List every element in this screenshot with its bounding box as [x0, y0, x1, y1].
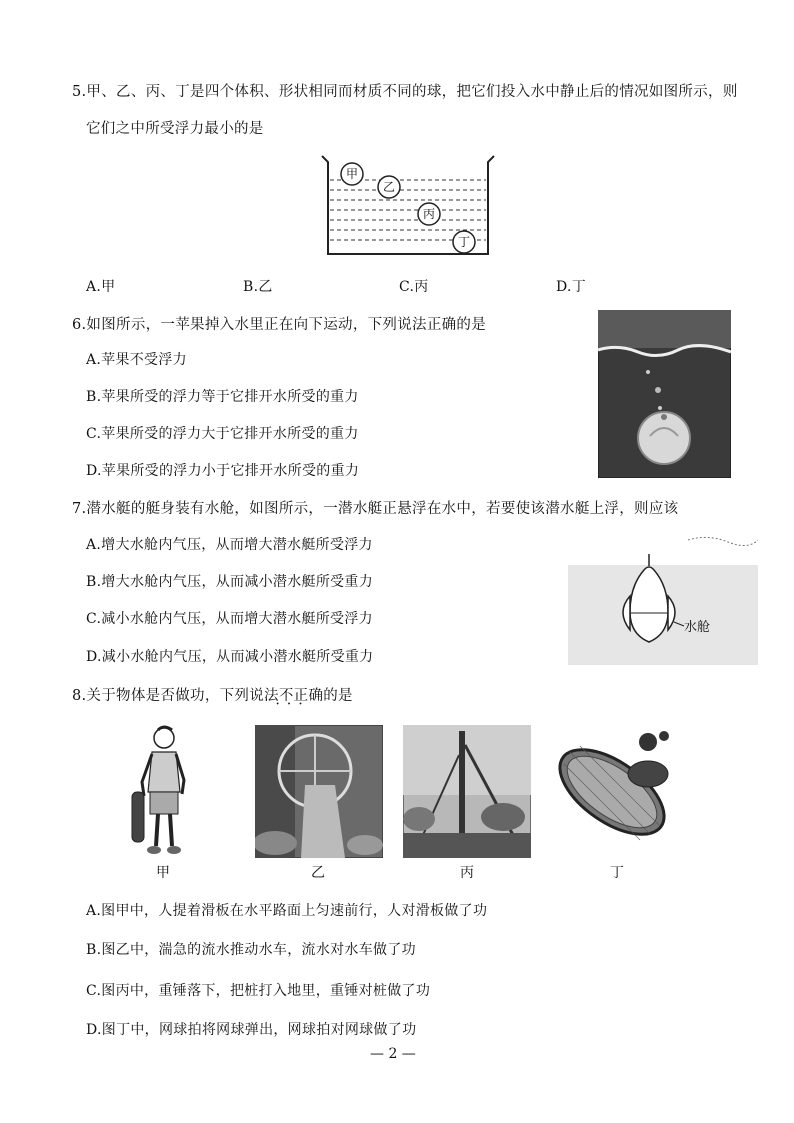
- q5-option-c: C.丙: [399, 279, 429, 295]
- ball-label-bing: 丙: [422, 207, 436, 221]
- q5-option-d: D.丁: [556, 279, 587, 295]
- ball-label-ding: 丁: [457, 235, 471, 249]
- fig-caption-ding: 丁: [610, 865, 624, 881]
- q8-option-a: A.图甲中，人提着滑板在水平路面上匀速前行，人对滑板做了功: [86, 903, 488, 919]
- ball-label-jia: 甲: [345, 167, 359, 181]
- submarine-figure: [568, 530, 758, 665]
- q7-option-a: A.增大水舱内气压，从而增大潜水艇所受浮力: [86, 537, 373, 553]
- q8-option-d: D.图丁中，网球拍将网球弹出，网球拍对网球做了功: [86, 1022, 417, 1038]
- page-number: — 2 —: [370, 1046, 416, 1062]
- q8-option-b: B.图乙中，湍急的流水推动水车，流水对水车做了功: [86, 942, 416, 958]
- q6-option-c: C.苹果所受的浮力大于它排开水所受的重力: [86, 426, 359, 442]
- q7-option-c: C.减小水舱内气压，从而增大潜水艇所受浮力: [86, 611, 373, 627]
- q8-stem: [72, 684, 353, 705]
- waterwheel-photo: [255, 725, 383, 858]
- q5-option-b: B.乙: [243, 279, 273, 295]
- fig-caption-jia: 甲: [156, 865, 170, 881]
- q5-stem-line1: 5.甲、乙、丙、丁是四个体积、形状相同而材质不同的球，把它们投入水中静止后的情况如图所示，则: [72, 84, 738, 100]
- q5-beaker-figure: [318, 150, 498, 265]
- tennis-racket-ball-photo: [550, 722, 692, 850]
- ball-label-yi: 乙: [382, 180, 396, 194]
- q8-stem-before: 8.关于物体是否做功，下列说法: [72, 688, 279, 704]
- q6-option-a: A.苹果不受浮力: [86, 352, 187, 368]
- person-carrying-skateboard-figure: [128, 722, 200, 857]
- q5-option-a: A.甲: [86, 279, 116, 295]
- pile-driver-photo: [403, 725, 531, 858]
- q5-stem-line2: 它们之中所受浮力最小的是: [86, 121, 264, 137]
- fig-caption-yi: 乙: [311, 865, 325, 881]
- q8-option-c: C.图丙中，重锤落下，把桩打入地里，重锤对桩做了功: [86, 983, 431, 999]
- q7-stem: 7.潜水艇的艇身装有水舱，如图所示，一潜水艇正悬浮在水中，若要使该潜水艇上浮，则应该: [72, 501, 679, 517]
- q6-option-b: B.苹果所受的浮力等于它排开水所受的重力: [86, 389, 359, 405]
- q7-option-d: D.减小水舱内气压，从而减小潜水艇所受重力: [86, 649, 374, 665]
- q6-option-d: D.苹果所受的浮力小于它排开水所受的重力: [86, 463, 360, 479]
- fig-caption-bing: 丙: [460, 865, 474, 881]
- apple-in-water-photo: [598, 310, 731, 478]
- q8-stem-after: 的是: [323, 688, 353, 704]
- q8-stem-emphasis: 不正确 • • •: [279, 684, 323, 705]
- q7-option-b: B.增大水舱内气压，从而减小潜水艇所受重力: [86, 574, 374, 590]
- q6-stem: 6.如图所示，一苹果掉入水里正在向下运动，下列说法正确的是: [72, 317, 487, 333]
- water-tank-label: 水舱: [684, 620, 711, 635]
